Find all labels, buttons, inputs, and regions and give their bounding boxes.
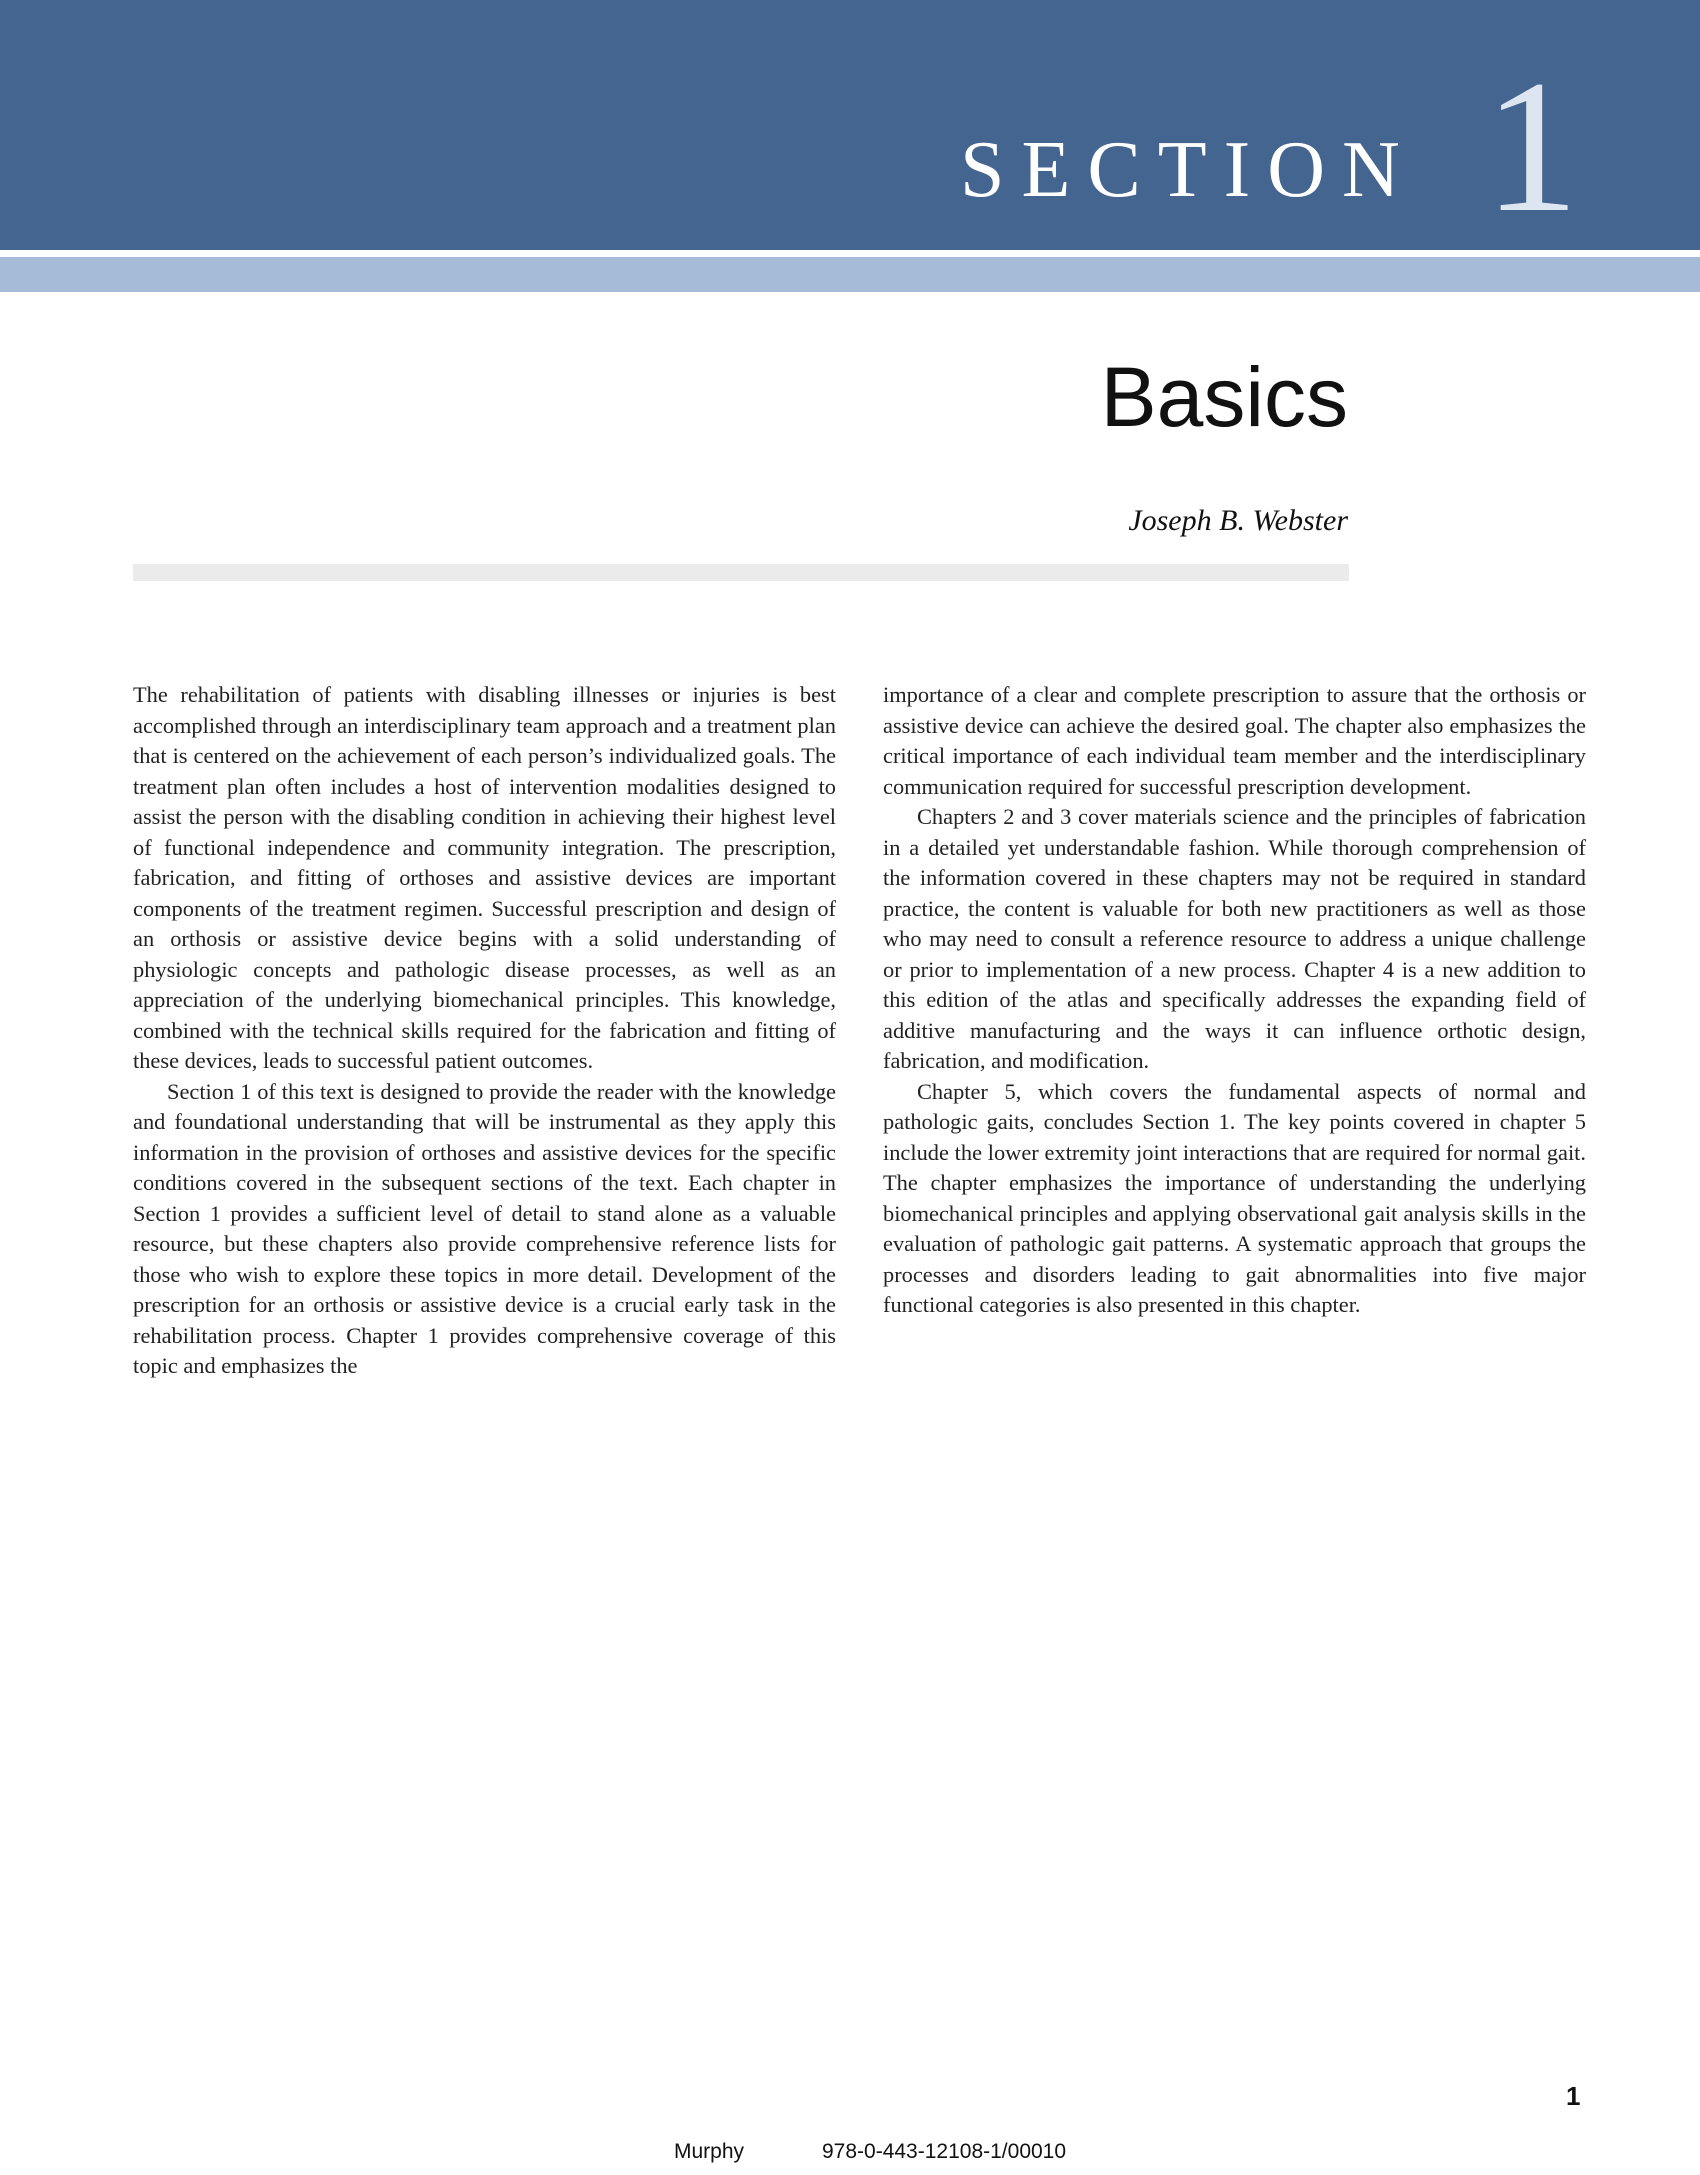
body-column-left — [133, 680, 836, 1382]
page-title: Basics — [1100, 350, 1348, 444]
section-header-stripe — [0, 257, 1700, 292]
body-paragraph: Chapters 2 and 3 cover materials science and the principles of fabrication in a detailed yet understandable fashion. While thorough comprehension of the information covered in these chapters may not be required in standard practice, the content is valuable for both new practitioners as well as those who may need to consult a reference resource to address a unique challenge or prior to implementation of a new process. Chapter 4 is a new addition to this edition of the atlas and specifically addresses the expanding field of additive manufacturing and the ways it can influence orthotic design, fabrication, and modification. — [883, 804, 1586, 1073]
title-divider — [133, 564, 1349, 581]
section-number: 1 — [1484, 42, 1579, 252]
body-paragraph: Section 1 of this text is designed to provide the reader with the knowledge and foundational understanding that will be instrumental as they apply this information in the provision of orthoses and assistive devices for the specific conditions covered in the subsequent sections of the text. Each chapter in Section 1 provides a sufficient level of detail to stand alone as a valuable resource, but these chapters also provide comprehensive reference lists for those who wish to explore these topics in more detail. Development of the prescription for an orthosis or assistive device is a crucial early task in the rehabilitation process. Chapter 1 provides comprehensive coverage of this topic and emphasizes the — [133, 1078, 836, 1378]
page-number: 1 — [1566, 2081, 1581, 2111]
footer-author: Murphy — [674, 2140, 745, 2163]
author-name: Joseph B. Webster — [1128, 504, 1348, 537]
footer-identifier: 978-0-443-12108-1/00010 — [822, 2140, 1067, 2163]
body-column-right — [883, 680, 1586, 1321]
section-label: SECTION — [960, 126, 1417, 214]
body-paragraph: Chapter 5, which covers the fundamental aspects of normal and pathologic gaits, concludes Section 1. The key points covered in chapter 5 include the lower extremity joint interactions that are required for normal gait. The chapter emphasizes the importance of understanding the underlying biomechanical principles and applying observational gait analysis skills in the evaluation of pathologic gait patterns. A systematic approach that groups the processes and disorders leading to gait abnormalities into five major functional categories is also presented in this chapter. — [883, 1078, 1586, 1317]
section-header-band — [0, 0, 1700, 250]
body-paragraph: The rehabilitation of patients with disabling illnesses or injuries is best accomplished through an interdisciplinary team approach and a treatment plan that is centered on the achievement of each person’s individualized goals. The treatment plan often includes a host of intervention modalities designed to assist the person with the disabling condition in achieving their highest level of functional independence and community integration. The prescription, fabrication, and fitting of orthoses and assistive devices are important components of the treatment regimen. Successful prescription and design of an orthosis or assistive device begins with a solid understanding of physiologic concepts and pathologic disease processes, as well as an appreciation of the underlying biomechanical principles. This knowledge, combined with the technical skills required for the fabrication and fitting of these devices, leads to successful patient outcomes. — [133, 682, 836, 1073]
body-paragraph: importance of a clear and complete prescription to assure that the orthosis or assistive device can achieve the desired goal. The chapter also emphasizes the critical importance of each individual team member and the interdisciplinary communication required for successful prescription development. — [883, 682, 1586, 799]
